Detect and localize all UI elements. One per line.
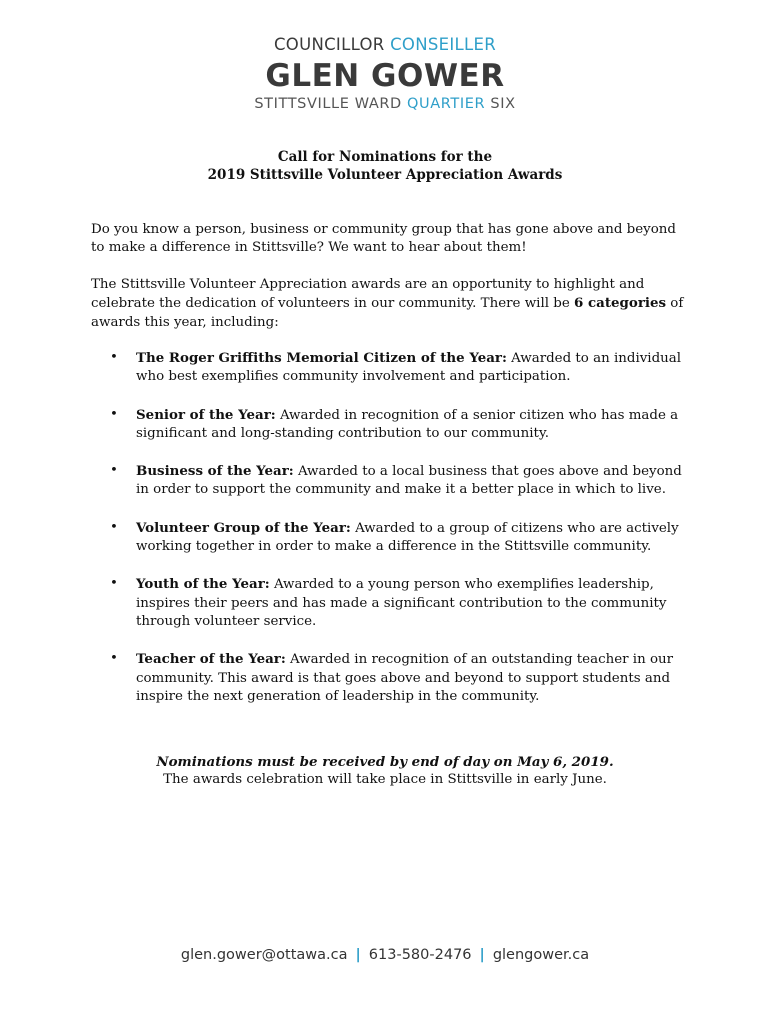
list-item [110, 349, 690, 387]
logo-name: GLEN GOWER [265, 58, 505, 94]
bullet-icon: • [110, 651, 118, 667]
bullet-icon: • [110, 519, 118, 535]
intro-p2-bold: 6 categories [574, 295, 667, 312]
footer-phone[interactable]: 613-580-2476 [368, 947, 472, 963]
logo-ward-suffix: SIX [490, 96, 516, 112]
award-description: Awarded to a young person who exemplifies leadership, inspires their peers and has made a significant contribution to the community through volunteer service. [136, 577, 667, 629]
councillor-logo [0, 34, 770, 114]
bullet-icon: • [110, 463, 118, 479]
award-name: Business of the Year: [136, 463, 294, 480]
footer-website[interactable]: glengower.ca [492, 947, 590, 963]
document-title [0, 148, 770, 184]
bullet-icon: • [110, 350, 118, 365]
list-item [110, 406, 690, 444]
logo-ward-prefix: STITTSVILLE WARD [254, 96, 402, 112]
intro-paragraph-1: Do you know a person, business or community group that has gone above and beyond to make a difference in Stittsville? We want to hear about them! [91, 222, 677, 256]
list-item [110, 650, 690, 706]
bullet-icon: • [110, 576, 118, 592]
logo-councillor: COUNCILLOR [273, 35, 385, 54]
award-description: Awarded in recognition of an outstanding teacher in our community. This award is that goes above and beyond to support students and inspire the next generation of leadership in the community. [136, 652, 674, 704]
list-item [110, 575, 690, 631]
footer-separator: | [355, 947, 361, 963]
closing-section [0, 753, 770, 790]
award-description: Awarded to an individual who best exemplifies community involvement and participation. [136, 351, 682, 385]
award-name: The Roger Griffiths Memorial Citizen of the Year: [136, 350, 507, 366]
list-item [110, 519, 690, 557]
logo-title-line [0, 34, 770, 56]
logo-quartier: QUARTIER [407, 96, 486, 112]
list-item [110, 462, 690, 500]
award-categories-list [110, 349, 690, 725]
nomination-deadline: Nominations must be received by end of day on May 6, 2019. [156, 754, 614, 770]
footer-email[interactable]: glen.gower@ottawa.ca [180, 947, 348, 963]
logo-conseiller: CONSEILLER [390, 35, 497, 54]
award-description: Awarded to a group of citizens who are actively working together in order to make a difference in the Stittsville community. [136, 520, 679, 555]
award-name: Senior of the Year: [136, 406, 276, 423]
intro-p2-before: The Stittsville Volunteer Appreciation awards are an opportunity to highlight and celebrate the dedication of volunteers in our community. There will be [91, 277, 645, 312]
award-name: Volunteer Group of the Year: [136, 519, 351, 536]
award-description: Awarded in recognition of a senior citizen who has made a significant and long-standing contribution to our community. [136, 407, 679, 441]
contact-footer [0, 947, 770, 963]
title-line-1: Call for Nominations for the [277, 149, 493, 165]
footer-separator: | [479, 947, 485, 963]
award-description: Awarded to a local business that goes above and beyond in order to support the community and make it a better place in which to live. [136, 464, 682, 498]
title-line-2: 2019 Stittsville Volunteer Appreciation Awards [207, 167, 563, 183]
bullet-icon: • [110, 406, 118, 422]
celebration-note: The awards celebration will take place in Stittsville in early June. [163, 772, 607, 788]
award-name: Teacher of the Year: [136, 651, 286, 668]
intro-p2-after: of awards this year, including: [91, 296, 684, 330]
award-name: Youth of the Year: [136, 576, 270, 593]
intro-paragraph-2 [91, 276, 691, 332]
logo-ward-line [0, 94, 770, 114]
